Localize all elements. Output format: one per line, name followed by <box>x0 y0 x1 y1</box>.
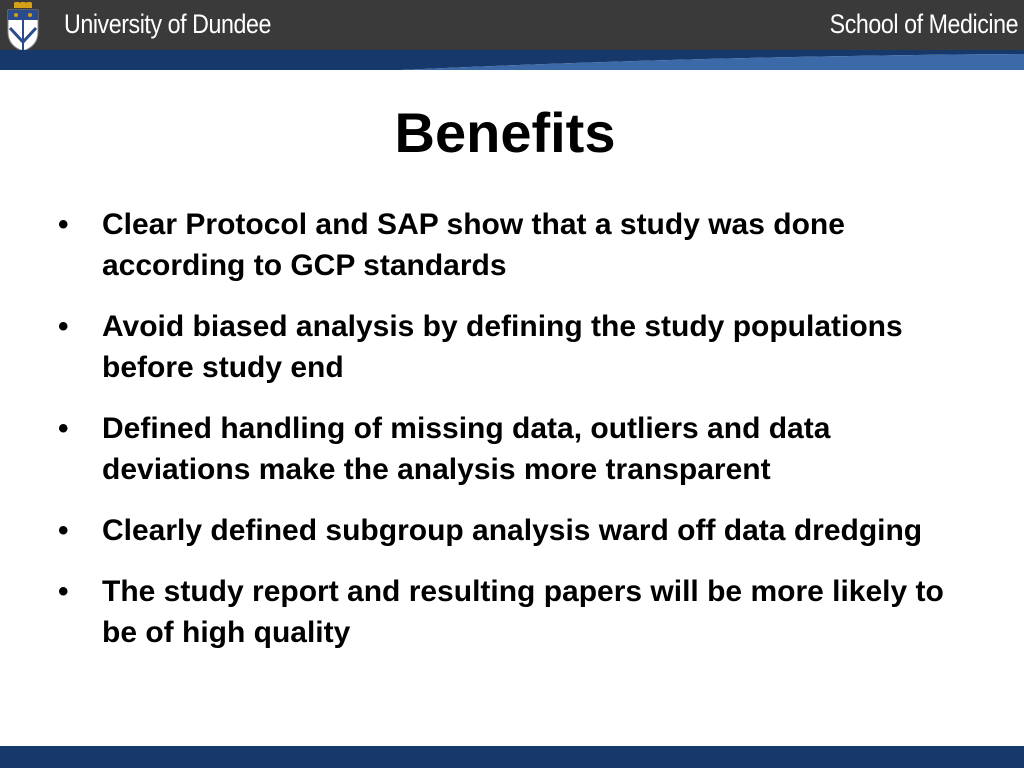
header-bar <box>0 0 1024 54</box>
bullet-symbol: • <box>58 412 69 445</box>
footer-bar <box>0 746 1024 768</box>
bullet-text: The study report and resulting papers will be more likely to be of high quality <box>102 575 944 649</box>
school-name: School of Medicine <box>829 9 1018 39</box>
slide-title: Benefits <box>394 101 616 164</box>
bullet-item <box>58 510 958 551</box>
bullet-item <box>58 571 958 653</box>
bullet-item <box>58 306 958 388</box>
bullet-item <box>58 204 958 286</box>
bullet-text: Clear Protocol and SAP show that a study was done according to GCP standards <box>102 208 845 282</box>
crest-icon <box>6 2 40 52</box>
bullet-symbol: • <box>58 514 69 547</box>
institution-name: University of Dundee <box>64 9 271 39</box>
bullet-text: Avoid biased analysis by defining the study populations before study end <box>102 310 903 384</box>
bullet-symbol: • <box>58 208 69 241</box>
bullet-text: Defined handling of missing data, outliers and data deviations make the analysis more transparent <box>102 412 831 486</box>
bullet-list <box>58 204 958 673</box>
bullet-text: Clearly defined subgroup analysis ward off data dredging <box>102 514 923 547</box>
bullet-symbol: • <box>58 575 69 608</box>
header-swoosh <box>0 50 1024 72</box>
bullet-item <box>58 408 958 490</box>
bullet-symbol: • <box>58 310 69 343</box>
